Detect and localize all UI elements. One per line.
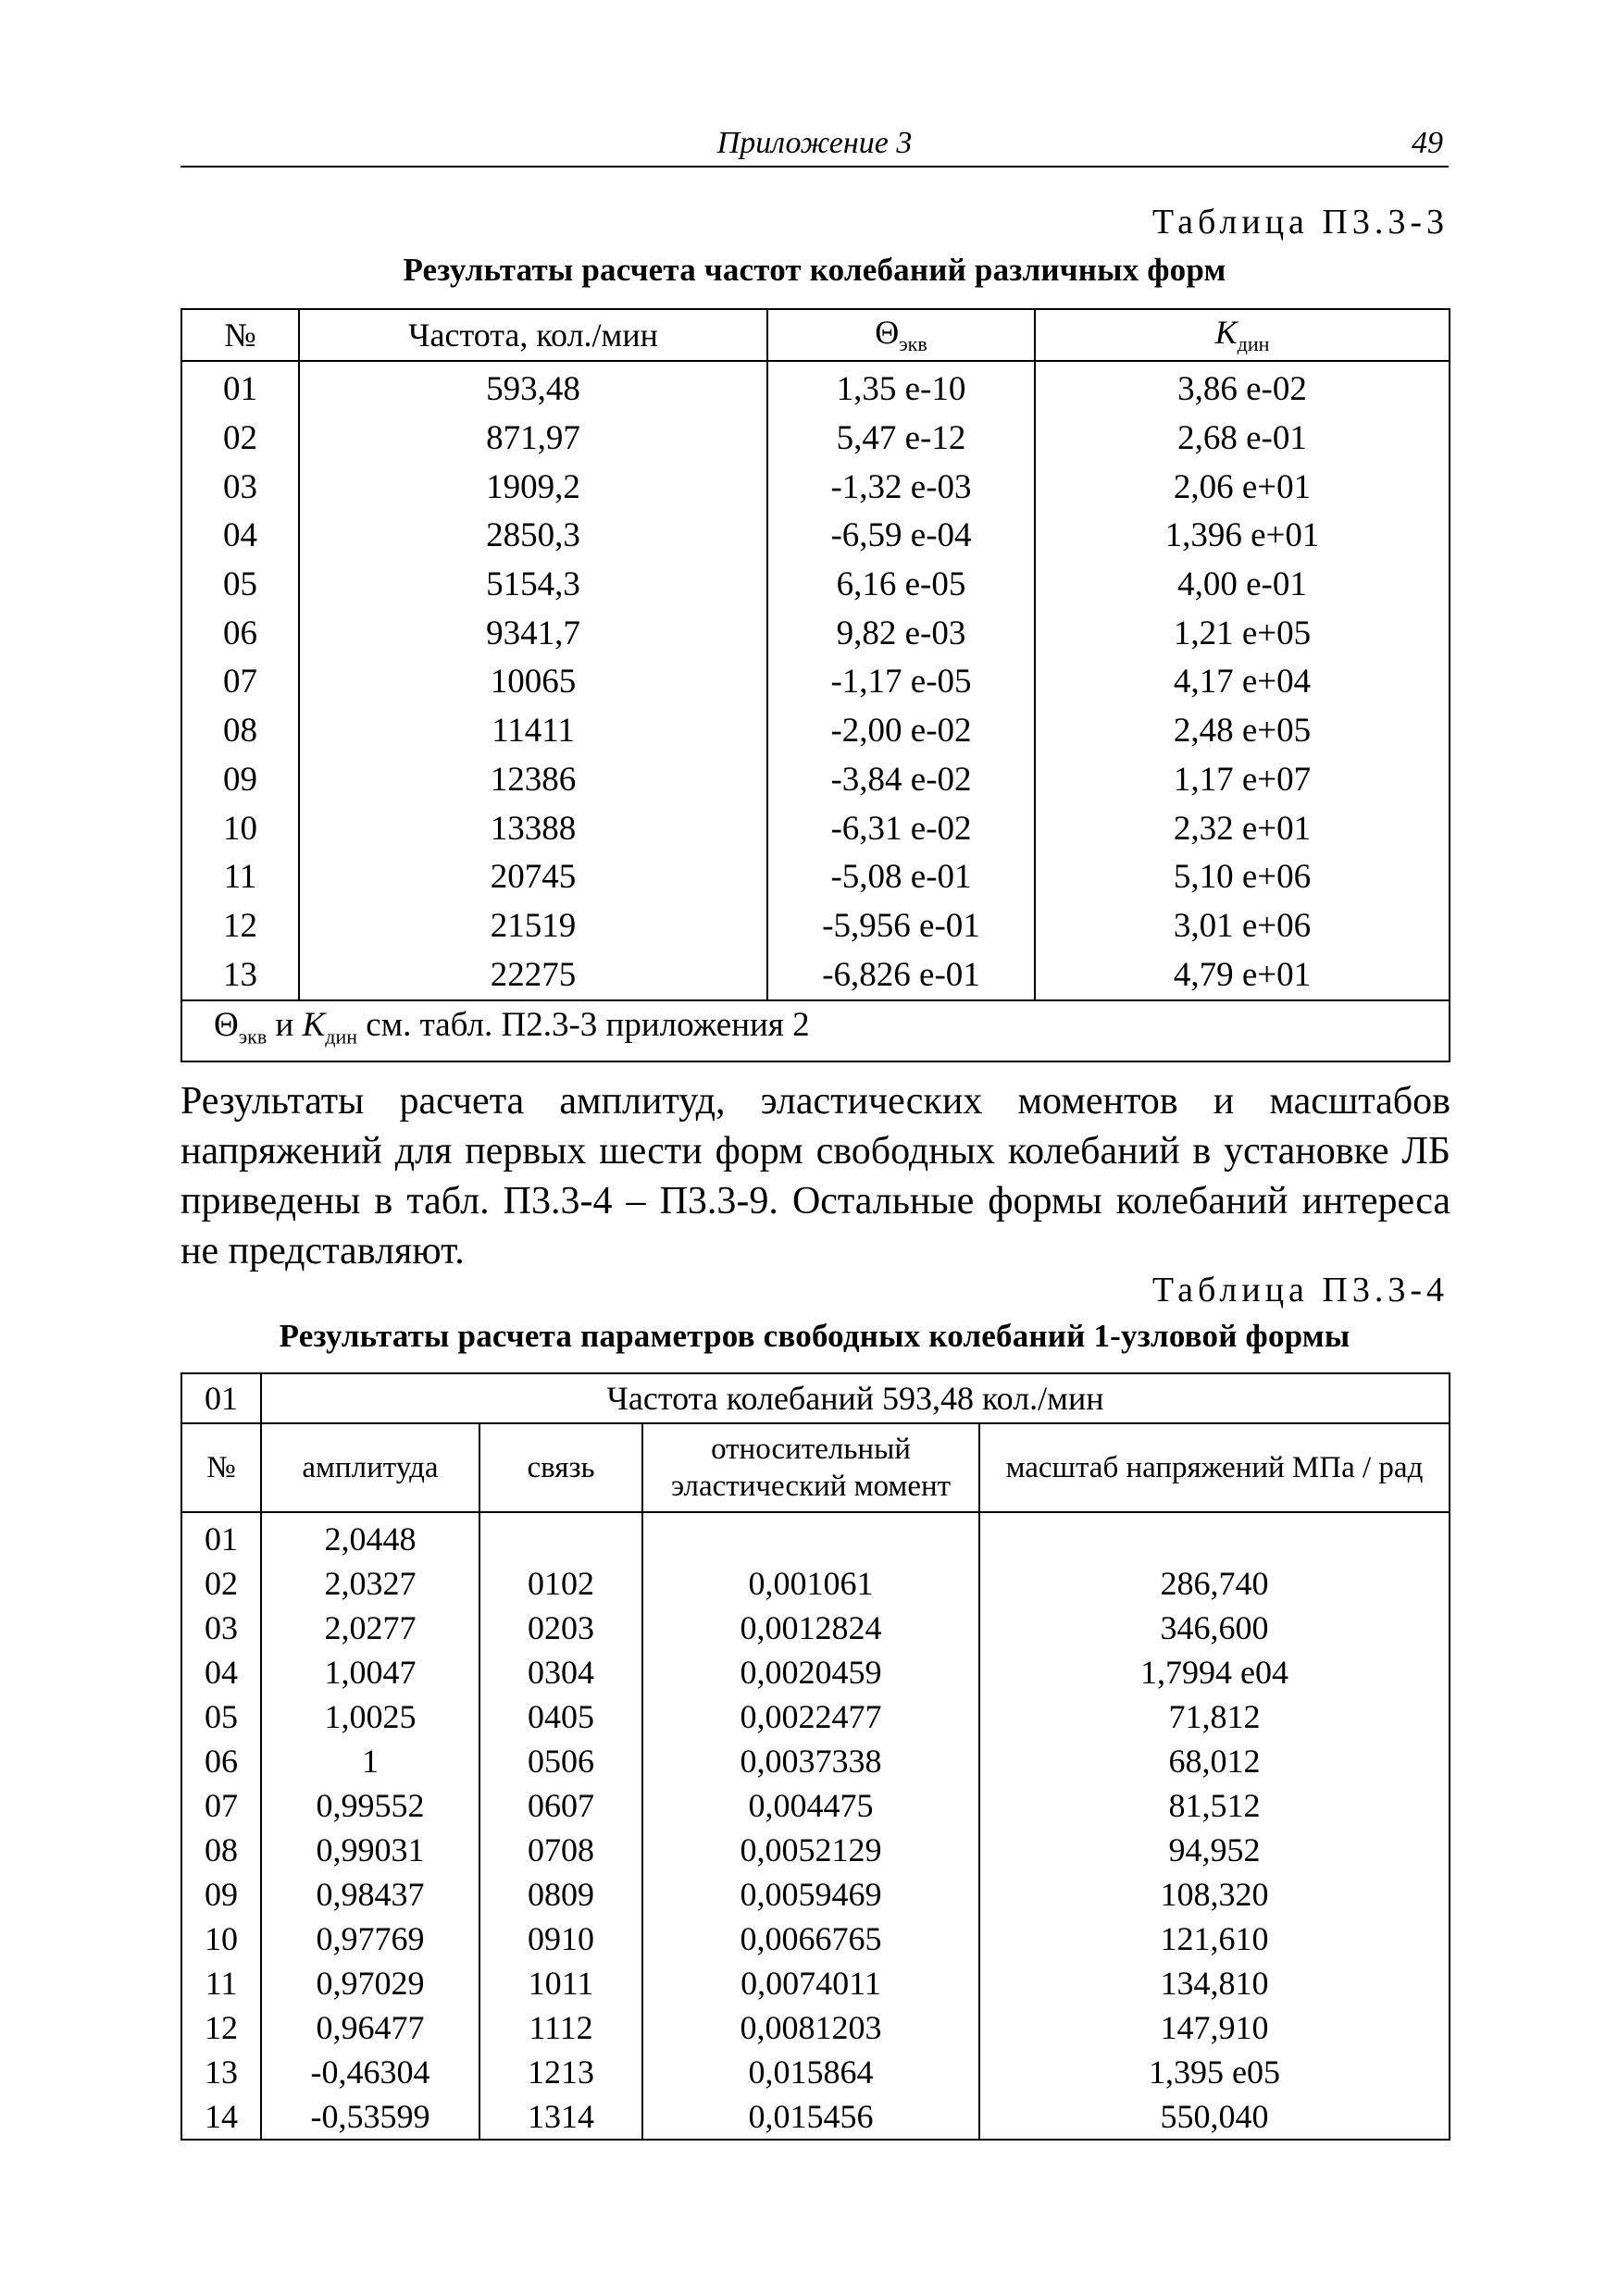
table-cell: 5,47 е-12 (767, 415, 1035, 464)
table-row (181, 1783, 1450, 1828)
table-cell: 0607 (479, 1783, 642, 1828)
table-row (181, 1828, 1450, 1872)
table-cell: -3,84 е-02 (767, 756, 1035, 805)
table-cell: 0708 (479, 1828, 642, 1872)
table2-header-row (181, 1423, 1450, 1512)
table-cell: 07 (181, 658, 299, 707)
table-row (181, 756, 1450, 805)
table-cell: 3,86 е-02 (1035, 361, 1450, 415)
table-cell: 3,01 е+06 (1035, 902, 1450, 951)
table-row (181, 609, 1450, 658)
table-cell (642, 1512, 979, 1561)
table2-caption: Таблица П3.3-4 (1151, 1271, 1449, 1309)
table-cell: -6,826 е-01 (767, 950, 1035, 1000)
table-cell (979, 1512, 1450, 1561)
table-cell: 286,740 (979, 1561, 1450, 1606)
table-cell: 0203 (479, 1606, 642, 1650)
table-cell: 0,0052129 (642, 1828, 979, 1872)
table-row (181, 707, 1450, 756)
table-cell: 06 (181, 1739, 261, 1783)
table-cell: 04 (181, 1650, 261, 1694)
table-cell: 871,97 (299, 415, 767, 464)
table-cell: 0506 (479, 1739, 642, 1783)
table-cell: 2,48 е+05 (1035, 707, 1450, 756)
table-cell: 94,952 (979, 1828, 1450, 1872)
table-cell: 12 (181, 902, 299, 951)
table-cell: 147,910 (979, 2005, 1450, 2050)
table-cell: 5154,3 (299, 561, 767, 610)
table-row (181, 1606, 1450, 1650)
table-cell: 5,10 е+06 (1035, 853, 1450, 902)
table-cell: 0,0059469 (642, 1872, 979, 1917)
table-row (181, 1561, 1450, 1606)
table-cell: -5,956 е-01 (767, 902, 1035, 951)
table-cell: 2,32 е+01 (1035, 804, 1450, 853)
table-cell: 05 (181, 1694, 261, 1739)
table-cell: -0,53599 (261, 2094, 479, 2140)
table-cell: 02 (181, 415, 299, 464)
table-cell: 0,004475 (642, 1783, 979, 1828)
header-link: связь (479, 1423, 642, 1512)
table-cell: 0405 (479, 1694, 642, 1739)
table-cell: 03 (181, 1606, 261, 1650)
table-row (181, 1694, 1450, 1739)
table2-frequency-header: Частота колебаний 593,48 кол./мин (261, 1373, 1450, 1423)
table-cell: 0,0066765 (642, 1917, 979, 1961)
table-cell: 2,0448 (261, 1512, 479, 1561)
table-cell: 108,320 (979, 1872, 1450, 1917)
page-number: 49 (1412, 126, 1443, 160)
table-cell: 1,7994 е04 (979, 1650, 1450, 1694)
table-row (181, 2050, 1450, 2094)
table-cell: 02 (181, 1561, 261, 1606)
table-row (181, 658, 1450, 707)
table-cell: 01 (181, 1512, 261, 1561)
table-cell: 0,0020459 (642, 1650, 979, 1694)
table-cell: 14 (181, 2094, 261, 2140)
frequency-table (180, 308, 1450, 1062)
table-cell: 9341,7 (299, 609, 767, 658)
table1-note-row (181, 1000, 1450, 1061)
table-cell: 4,00 е-01 (1035, 561, 1450, 610)
table-cell: 1,17 е+07 (1035, 756, 1450, 805)
table-cell: 01 (181, 361, 299, 415)
table-cell: 13 (181, 950, 299, 1000)
table-row (181, 2094, 1450, 2140)
table-cell: 22275 (299, 950, 767, 1000)
table-row (181, 2005, 1450, 2050)
table-row (181, 1512, 1450, 1561)
table-cell: 0,98437 (261, 1872, 479, 1917)
header-scale: масштаб напряжений МПа / рад (979, 1423, 1450, 1512)
header-num: № (181, 1423, 261, 1512)
table-cell: 1,395 е05 (979, 2050, 1450, 2094)
table-cell: 2,0277 (261, 1606, 479, 1650)
table-cell: 03 (181, 463, 299, 512)
table-row (181, 950, 1450, 1000)
table-cell: 21519 (299, 902, 767, 951)
header-theta: $\Theta_{экв}$ (767, 309, 1035, 361)
table-row (181, 1739, 1450, 1783)
table-cell: 550,040 (979, 2094, 1450, 2140)
table-cell: 4,79 е+01 (1035, 950, 1450, 1000)
table-cell: 2,68 е-01 (1035, 415, 1450, 464)
table-cell: 1909,2 (299, 463, 767, 512)
table-cell: -0,46304 (261, 2050, 479, 2094)
table-cell: -1,17 е-05 (767, 658, 1035, 707)
table-cell: 0,015456 (642, 2094, 979, 2140)
table-row (181, 804, 1450, 853)
table-cell: 05 (181, 561, 299, 610)
table-row (181, 361, 1450, 415)
table-row (181, 512, 1450, 561)
table-cell: 0,0074011 (642, 1961, 979, 2005)
table-cell: 1112 (479, 2005, 642, 2050)
table2-title: Результаты расчета параметров свободных колебаний 1-узловой формы (279, 1318, 1350, 1354)
table-cell (479, 1512, 642, 1561)
table-cell: 2,0327 (261, 1561, 479, 1606)
table-cell: 10 (181, 1917, 261, 1961)
table-cell: 11 (181, 1961, 261, 2005)
table-cell: 09 (181, 1872, 261, 1917)
table-cell: 0,97029 (261, 1961, 479, 2005)
table1-caption: Таблица П3.3-3 (1151, 203, 1449, 242)
table-row (181, 1872, 1450, 1917)
table-cell: 68,012 (979, 1739, 1450, 1783)
header-moment: относительный эластический момент (642, 1423, 979, 1512)
table-cell: 07 (181, 1783, 261, 1828)
table-cell: 1,35 е-10 (767, 361, 1035, 415)
table-cell: 0809 (479, 1872, 642, 1917)
section-title: Приложение 3 (716, 126, 913, 160)
table-cell: 0,96477 (261, 2005, 479, 2050)
table-row (181, 853, 1450, 902)
table1-header-row (181, 309, 1450, 361)
table-cell: -6,31 е-02 (767, 804, 1035, 853)
table-cell: 20745 (299, 853, 767, 902)
table-row (181, 1650, 1450, 1694)
table-cell: 0,97769 (261, 1917, 479, 1961)
table-cell: 10065 (299, 658, 767, 707)
table-cell: 6,16 е-05 (767, 561, 1035, 610)
page-header (180, 125, 1449, 168)
header-num: № (181, 309, 299, 361)
table-cell: 0,0081203 (642, 2005, 979, 2050)
table-cell: 1011 (479, 1961, 642, 2005)
table-cell: 134,810 (979, 1961, 1450, 2005)
table-cell: 10 (181, 804, 299, 853)
table-cell: -1,32 е-03 (767, 463, 1035, 512)
table-cell: 0102 (479, 1561, 642, 1606)
table2-top-row (181, 1373, 1450, 1423)
header-amplitude: амплитуда (261, 1423, 479, 1512)
table2-form-number: 01 (181, 1373, 261, 1423)
table-cell: 04 (181, 512, 299, 561)
table-cell: 08 (181, 707, 299, 756)
table-cell: 0910 (479, 1917, 642, 1961)
table-row (181, 415, 1450, 464)
table-cell: -6,59 е-04 (767, 512, 1035, 561)
table-cell: 06 (181, 609, 299, 658)
table-cell: 1314 (479, 2094, 642, 2140)
table-cell: 346,600 (979, 1606, 1450, 1650)
header-k-din: $K_{дин}$ (1035, 309, 1450, 361)
table-row (181, 902, 1450, 951)
body-paragraph: Результаты расчета амплитуд, эластических моментов и масштабов напряжений для первых шести форм свободных колебаний в установке ЛБ приведены в табл. П3.3-4 – П3.3-9. Остальные формы колебаний интереса не представляют. (180, 1080, 1450, 1272)
table1-note: $\Theta_{экв}$ и $K_{дин}$ см. табл. П2.3-3 приложения 2 (181, 1000, 1450, 1061)
table-cell: 09 (181, 756, 299, 805)
table-cell: 4,17 е+04 (1035, 658, 1450, 707)
header-frequency: Частота, кол./мин (299, 309, 767, 361)
table-cell: 13388 (299, 804, 767, 853)
table-cell: -5,08 е-01 (767, 853, 1035, 902)
table-cell: 0,0037338 (642, 1739, 979, 1783)
table-row (181, 1961, 1450, 2005)
table-cell: 1,0047 (261, 1650, 479, 1694)
table-cell: 1,0025 (261, 1694, 479, 1739)
table1-title: Результаты расчета частот колебаний различных форм (403, 252, 1226, 288)
table-cell: 593,48 (299, 361, 767, 415)
table-cell: 0,0022477 (642, 1694, 979, 1739)
table-cell: 1213 (479, 2050, 642, 2094)
table-cell: 0304 (479, 1650, 642, 1694)
table-cell: 1 (261, 1739, 479, 1783)
table-cell: 121,610 (979, 1917, 1450, 1961)
table-cell: -2,00 е-02 (767, 707, 1035, 756)
table-cell: 0,015864 (642, 2050, 979, 2094)
table-row (181, 463, 1450, 512)
table-cell: 12386 (299, 756, 767, 805)
table-cell: 12 (181, 2005, 261, 2050)
table-cell: 0,99031 (261, 1828, 479, 1872)
table-cell: 11411 (299, 707, 767, 756)
table-cell: 0,0012824 (642, 1606, 979, 1650)
table-cell: 1,21 е+05 (1035, 609, 1450, 658)
table-cell: 0,99552 (261, 1783, 479, 1828)
table-cell: 1,396 е+01 (1035, 512, 1450, 561)
table-cell: 08 (181, 1828, 261, 1872)
table-row (181, 1917, 1450, 1961)
table-cell: 2,06 е+01 (1035, 463, 1450, 512)
table-cell: 13 (181, 2050, 261, 2094)
table-cell: 0,001061 (642, 1561, 979, 1606)
table-cell: 81,512 (979, 1783, 1450, 1828)
table-cell: 9,82 е-03 (767, 609, 1035, 658)
table-cell: 71,812 (979, 1694, 1450, 1739)
table-cell: 11 (181, 853, 299, 902)
table-row (181, 561, 1450, 610)
table-cell: 2850,3 (299, 512, 767, 561)
free-oscillation-table (180, 1372, 1450, 2141)
